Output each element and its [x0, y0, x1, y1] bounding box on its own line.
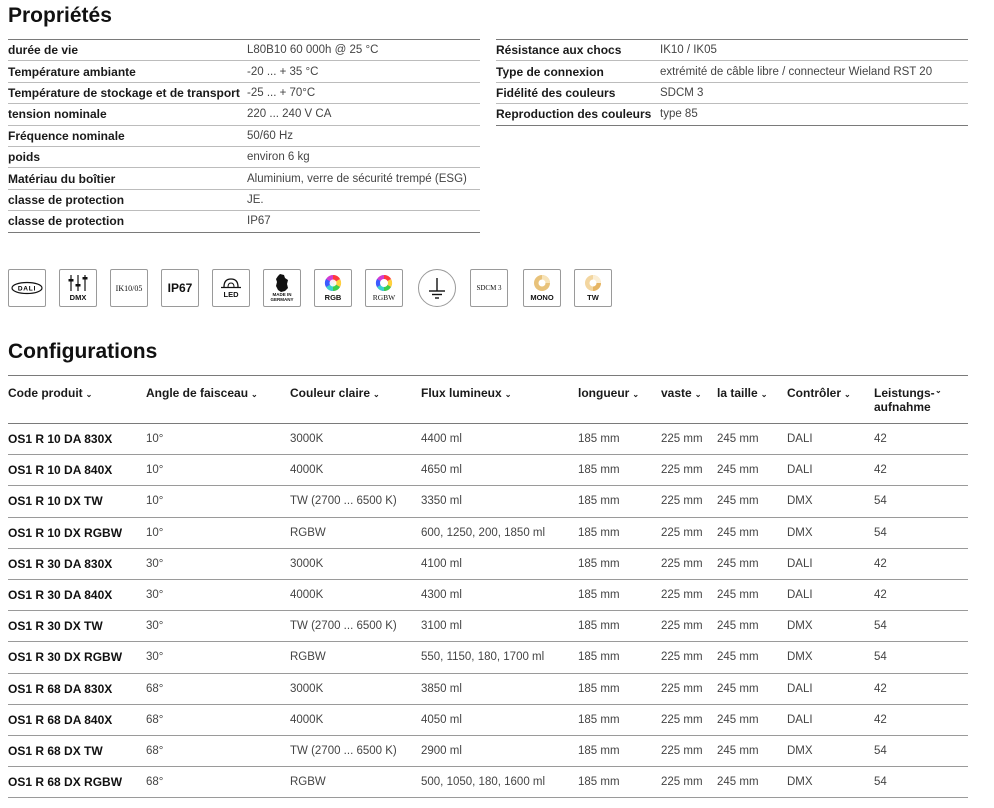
cell-puissance: 54	[874, 767, 968, 798]
cell-flux: 2900 ml	[421, 735, 578, 766]
cell-vaste: 225 mm	[661, 642, 717, 673]
cell-controler: DALI	[787, 455, 874, 486]
made-in-germany-icon	[263, 269, 301, 307]
cell-puissance: 54	[874, 611, 968, 642]
cell-couleur: 3000K	[290, 548, 421, 579]
cell-angle: 30°	[146, 642, 290, 673]
dali-label: DALI	[17, 285, 37, 293]
cell-couleur: TW (2700 ... 6500 K)	[290, 735, 421, 766]
cell-controler: DMX	[787, 735, 874, 766]
property-row	[496, 40, 968, 61]
sdcm3-label: SDCM 3	[476, 284, 502, 292]
cell-puissance: 42	[874, 548, 968, 579]
cell-controler: DMX	[787, 642, 874, 673]
cell-flux: 4650 ml	[421, 455, 578, 486]
property-value: SDCM 3	[660, 82, 968, 103]
cell-vaste: 225 mm	[661, 455, 717, 486]
cell-angle: 68°	[146, 767, 290, 798]
chevron-down-icon: ⌄	[251, 390, 258, 399]
cell-angle: 68°	[146, 704, 290, 735]
cell-puissance: 54	[874, 735, 968, 766]
chevron-down-icon: ⌄	[373, 390, 380, 399]
cell-vaste: 225 mm	[661, 548, 717, 579]
cell-puissance: 42	[874, 579, 968, 610]
properties-title: Propriétés	[8, 4, 112, 27]
table-row	[8, 735, 968, 766]
property-row	[8, 168, 480, 189]
cell-angle: 10°	[146, 517, 290, 548]
cell-puissance: 54	[874, 642, 968, 673]
tw-icon	[574, 269, 612, 307]
cell-flux: 4050 ml	[421, 704, 578, 735]
property-value: 50/60 Hz	[247, 125, 480, 146]
cell-vaste: 225 mm	[661, 579, 717, 610]
led-label: LED	[223, 290, 239, 300]
cell-longueur: 185 mm	[578, 673, 661, 704]
protection-class-icon	[418, 269, 456, 307]
property-value: environ 6 kg	[247, 146, 480, 167]
cell-controler: DALI	[787, 704, 874, 735]
property-row	[8, 189, 480, 210]
cell-vaste: 225 mm	[661, 673, 717, 704]
property-value: Aluminium, verre de sécurité trempé (ESG)	[247, 168, 480, 189]
property-row	[8, 40, 480, 61]
cell-flux: 4400 ml	[421, 424, 578, 455]
cell-flux: 3100 ml	[421, 611, 578, 642]
ik-rating-label: IK10/05	[115, 283, 143, 293]
cell-couleur: 4000K	[290, 704, 421, 735]
cell-angle: 10°	[146, 455, 290, 486]
chevron-down-icon: ⌄	[694, 390, 702, 399]
property-label: Fidélité des couleurs	[496, 82, 660, 103]
cell-flux: 4100 ml	[421, 548, 578, 579]
property-value: L80B10 60 000h @ 25 °C	[247, 40, 480, 61]
cell-flux: 500, 1050, 180, 1600 ml	[421, 767, 578, 798]
configurations-title: Configurations	[8, 340, 158, 363]
cell-code-produit: OS1 R 10 DA 830X	[8, 424, 146, 455]
cell-puissance: 54	[874, 517, 968, 548]
property-label: Résistance aux chocs	[496, 40, 660, 61]
cell-controler: DALI	[787, 424, 874, 455]
cell-taille: 245 mm	[717, 548, 787, 579]
cell-taille: 245 mm	[717, 642, 787, 673]
cell-couleur: RGBW	[290, 517, 421, 548]
dmx-label: DMX	[69, 293, 87, 303]
cell-angle: 10°	[146, 486, 290, 517]
sdcm3-icon	[470, 269, 508, 307]
column-header-vaste[interactable]: vaste ⌄	[661, 376, 717, 424]
property-label: Matériau du boîtier	[8, 168, 247, 189]
column-header-flux[interactable]: Flux lumineux ⌄	[421, 376, 578, 424]
table-row	[8, 517, 968, 548]
cell-angle: 68°	[146, 673, 290, 704]
table-row	[8, 704, 968, 735]
cell-longueur: 185 mm	[578, 767, 661, 798]
column-header-angle[interactable]: Angle de faisceau ⌄	[146, 376, 290, 424]
chevron-down-icon: ⌄	[760, 390, 768, 399]
properties-table-right	[496, 39, 968, 126]
cell-couleur: RGBW	[290, 642, 421, 673]
cell-controler: DMX	[787, 611, 874, 642]
cell-code-produit: OS1 R 10 DA 840X	[8, 455, 146, 486]
cell-angle: 68°	[146, 735, 290, 766]
table-row	[8, 611, 968, 642]
property-label: durée de vie	[8, 40, 247, 61]
cell-code-produit: OS1 R 10 DX RGBW	[8, 517, 146, 548]
table-row	[8, 642, 968, 673]
cell-code-produit: OS1 R 68 DX RGBW	[8, 767, 146, 798]
cell-vaste: 225 mm	[661, 517, 717, 548]
cell-puissance: 42	[874, 704, 968, 735]
cell-taille: 245 mm	[717, 673, 787, 704]
property-value: IP67	[247, 211, 480, 232]
property-row	[8, 125, 480, 146]
property-value: IK10 / IK05	[660, 40, 968, 61]
cell-taille: 245 mm	[717, 767, 787, 798]
cell-flux: 3350 ml	[421, 486, 578, 517]
property-row	[8, 104, 480, 125]
cell-vaste: 225 mm	[661, 704, 717, 735]
cell-taille: 245 mm	[717, 486, 787, 517]
property-value: 220 ... 240 V CA	[247, 104, 480, 125]
property-value: -20 ... + 35 °C	[247, 61, 480, 82]
property-value: JE.	[247, 189, 480, 210]
column-header-leistungsaufnahme[interactable]: Leistungs- aufnahme⌄	[874, 376, 968, 424]
property-row	[8, 211, 480, 232]
property-row	[8, 146, 480, 167]
ip67-icon	[161, 269, 199, 307]
made-in-germany-label: MADE IN GERMANY	[270, 291, 294, 302]
cell-angle: 30°	[146, 611, 290, 642]
cell-angle: 30°	[146, 579, 290, 610]
cell-code-produit: OS1 R 68 DX TW	[8, 735, 146, 766]
property-label: Type de connexion	[496, 61, 660, 82]
table-row	[8, 486, 968, 517]
cell-controler: DMX	[787, 767, 874, 798]
property-row	[496, 104, 968, 125]
cell-code-produit: OS1 R 30 DA 830X	[8, 548, 146, 579]
cell-couleur: 3000K	[290, 673, 421, 704]
cell-longueur: 185 mm	[578, 642, 661, 673]
chevron-down-icon: ⌄	[85, 390, 93, 399]
cell-longueur: 185 mm	[578, 611, 661, 642]
table-row	[8, 673, 968, 704]
cell-longueur: 185 mm	[578, 579, 661, 610]
cell-code-produit: OS1 R 30 DX TW	[8, 611, 146, 642]
cell-longueur: 185 mm	[578, 548, 661, 579]
column-header-code-produit[interactable]: Code produit ⌄	[8, 376, 146, 424]
property-label: tension nominale	[8, 104, 247, 125]
cell-angle: 10°	[146, 424, 290, 455]
cell-longueur: 185 mm	[578, 517, 661, 548]
cell-couleur: 4000K	[290, 579, 421, 610]
cell-vaste: 225 mm	[661, 486, 717, 517]
column-header-longueur[interactable]: longueur ⌄	[578, 376, 661, 424]
cell-controler: DALI	[787, 673, 874, 704]
cell-code-produit: OS1 R 68 DA 830X	[8, 673, 146, 704]
cell-code-produit: OS1 R 10 DX TW	[8, 486, 146, 517]
cell-taille: 245 mm	[717, 735, 787, 766]
cell-vaste: 225 mm	[661, 424, 717, 455]
cell-couleur: RGBW	[290, 767, 421, 798]
led-icon	[212, 269, 250, 307]
cell-puissance: 54	[874, 486, 968, 517]
dali-icon	[8, 269, 46, 307]
cell-puissance: 42	[874, 424, 968, 455]
cell-taille: 245 mm	[717, 455, 787, 486]
cell-code-produit: OS1 R 30 DX RGBW	[8, 642, 146, 673]
property-label: Fréquence nominale	[8, 125, 247, 146]
cell-controler: DMX	[787, 486, 874, 517]
cell-longueur: 185 mm	[578, 455, 661, 486]
rgbw-label: RGBW	[372, 293, 396, 303]
rgb-icon	[314, 269, 352, 307]
cell-longueur: 185 mm	[578, 424, 661, 455]
cell-couleur: TW (2700 ... 6500 K)	[290, 486, 421, 517]
property-label: Reproduction des couleurs	[496, 104, 660, 125]
property-value: -25 ... + 70°C	[247, 82, 480, 103]
property-label: classe de protection	[8, 211, 247, 232]
property-row	[8, 82, 480, 103]
property-value: type 85	[660, 104, 968, 125]
cell-flux: 600, 1250, 200, 1850 ml	[421, 517, 578, 548]
cell-code-produit: OS1 R 30 DA 840X	[8, 579, 146, 610]
chevron-down-icon: ⌄	[632, 390, 640, 399]
mono-label: MONO	[530, 293, 554, 303]
column-header-controler[interactable]: Contrôler ⌄	[787, 376, 874, 424]
cell-vaste: 225 mm	[661, 611, 717, 642]
table-row	[8, 424, 968, 455]
table-row	[8, 455, 968, 486]
properties-table-left	[8, 39, 480, 233]
cell-puissance: 42	[874, 455, 968, 486]
cell-puissance: 42	[874, 673, 968, 704]
property-label: Température ambiante	[8, 61, 247, 82]
table-row	[8, 579, 968, 610]
property-row	[496, 82, 968, 103]
property-label: Température de stockage et de transport	[8, 82, 247, 103]
ip67-label: IP67	[167, 281, 193, 295]
cell-flux: 4300 ml	[421, 579, 578, 610]
cell-longueur: 185 mm	[578, 735, 661, 766]
column-header-couleur[interactable]: Couleur claire ⌄	[290, 376, 421, 424]
cell-taille: 245 mm	[717, 517, 787, 548]
cell-taille: 245 mm	[717, 424, 787, 455]
cell-couleur: 3000K	[290, 424, 421, 455]
cell-taille: 245 mm	[717, 611, 787, 642]
column-header-taille[interactable]: la taille ⌄	[717, 376, 787, 424]
table-header-row	[8, 376, 968, 424]
rgbw-icon	[365, 269, 403, 307]
table-row	[8, 767, 968, 798]
cell-controler: DALI	[787, 548, 874, 579]
table-row	[8, 548, 968, 579]
mono-icon	[523, 269, 561, 307]
cell-vaste: 225 mm	[661, 735, 717, 766]
cell-couleur: TW (2700 ... 6500 K)	[290, 611, 421, 642]
property-value: extrémité de câble libre / connecteur Wieland RST 20	[660, 61, 968, 82]
cell-flux: 550, 1150, 180, 1700 ml	[421, 642, 578, 673]
chevron-down-icon: ⌄	[935, 386, 942, 395]
cell-flux: 3850 ml	[421, 673, 578, 704]
property-label: poids	[8, 146, 247, 167]
cell-taille: 245 mm	[717, 704, 787, 735]
chevron-down-icon: ⌄	[844, 390, 851, 399]
property-row	[496, 61, 968, 82]
property-row	[8, 61, 480, 82]
cell-longueur: 185 mm	[578, 704, 661, 735]
cell-vaste: 225 mm	[661, 767, 717, 798]
property-label: classe de protection	[8, 189, 247, 210]
chevron-down-icon: ⌄	[504, 390, 512, 399]
cell-controler: DALI	[787, 579, 874, 610]
cell-taille: 245 mm	[717, 579, 787, 610]
cell-couleur: 4000K	[290, 455, 421, 486]
cell-code-produit: OS1 R 68 DA 840X	[8, 704, 146, 735]
cell-longueur: 185 mm	[578, 486, 661, 517]
dmx-icon	[59, 269, 97, 307]
cell-controler: DMX	[787, 517, 874, 548]
configurations-table	[8, 375, 968, 798]
ik-rating-icon	[110, 269, 148, 307]
rgb-label: RGB	[324, 293, 342, 303]
cell-angle: 30°	[146, 548, 290, 579]
tw-label: TW	[587, 293, 599, 303]
